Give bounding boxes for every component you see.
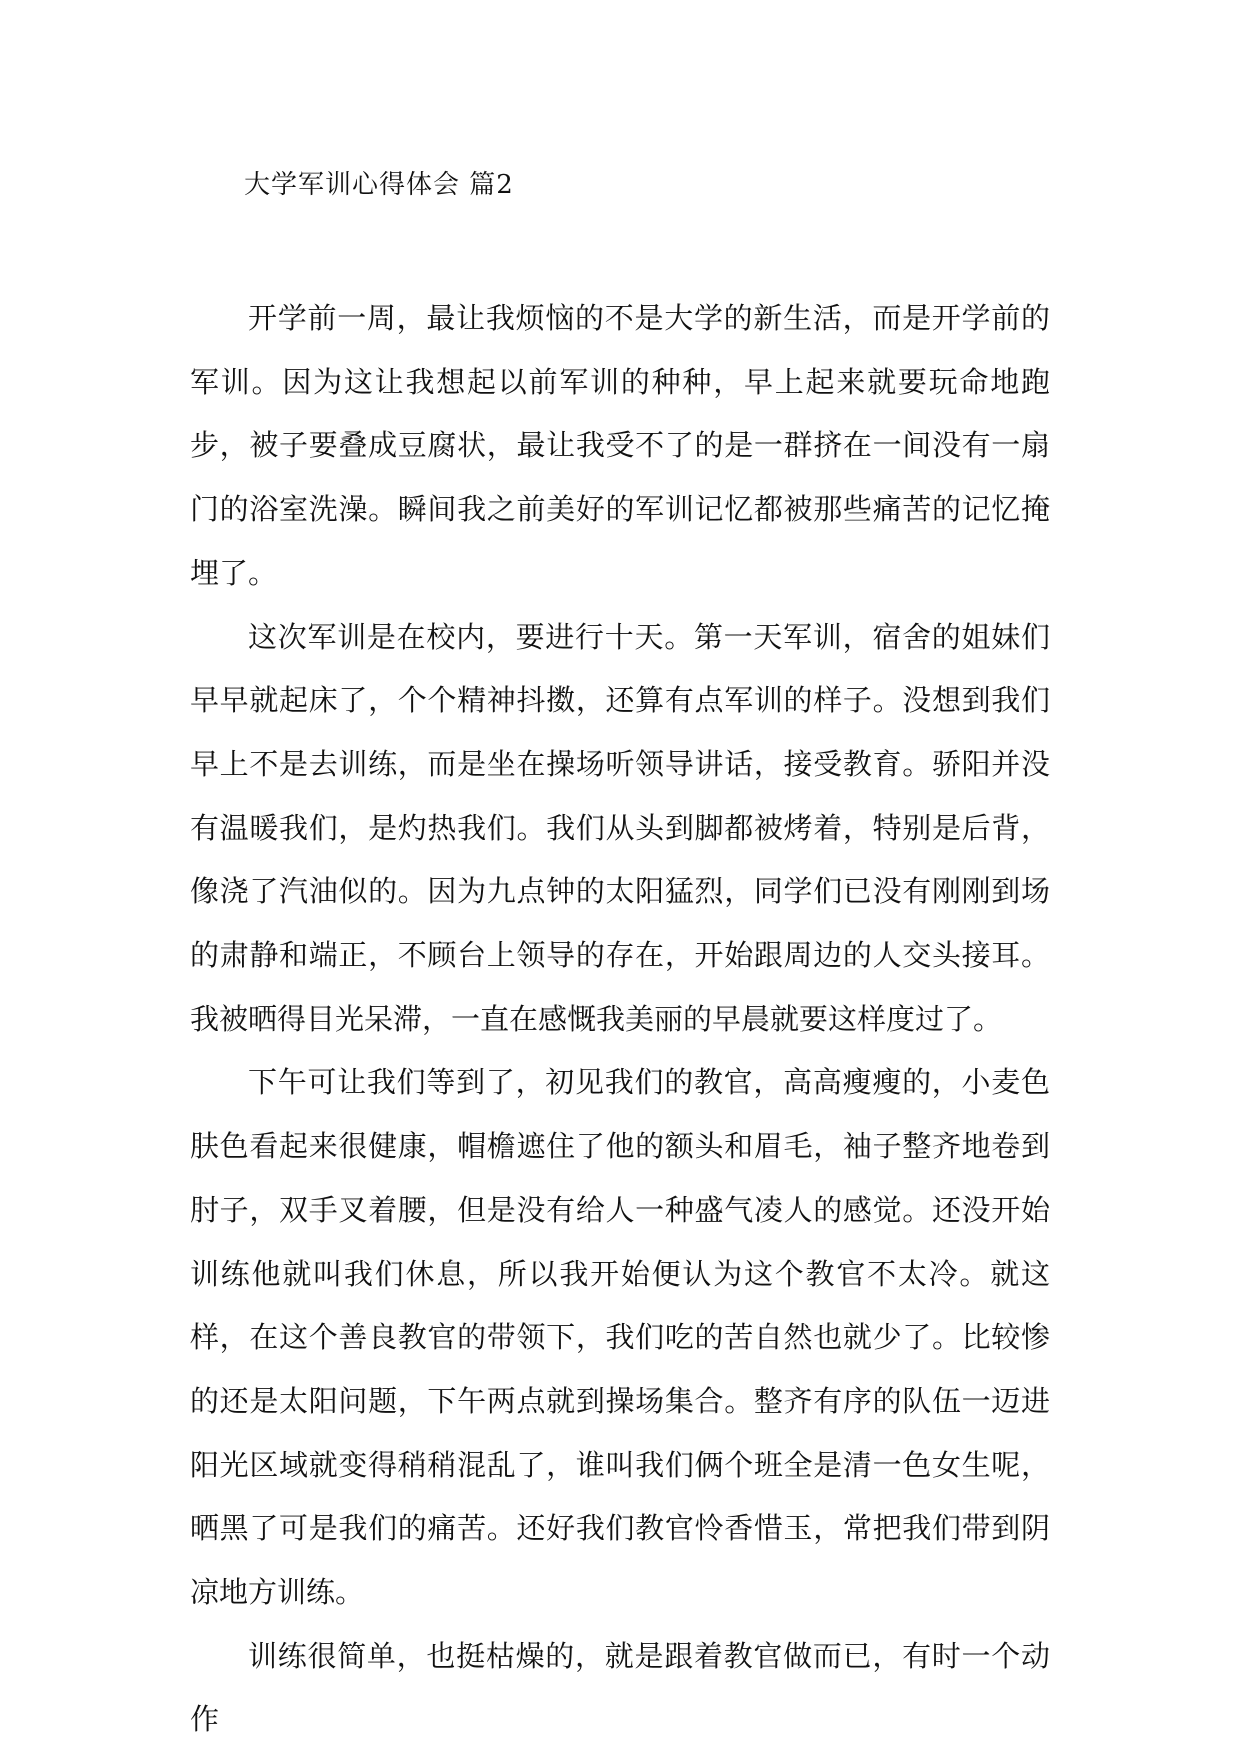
paragraph-4: 训练很简单，也挺枯燥的，就是跟着教官做而已，有时一个动作 xyxy=(190,1638,1050,1737)
document-title: 大学军训心得体会 篇2 xyxy=(244,170,514,200)
paragraph-3: 下午可让我们等到了，初见我们的教官，高高瘦瘦的，小麦色肤色看起来很健康，帽檐遮住了他的额头和眉毛，袖子整齐地卷到肘子，双手叉着腰，但是没有给人一种盛气凌人的感觉。还没开始训练他就叫我们休息，所以我开始便认为这个教官不太冷。就这样，在这个善良教官的带领下，我们吃的苦自然也就少了。比较惨的还是太阳问题，下午两点就到操场集合。整齐有序的队伍一迈进阳光区域就变得稍稍混乱了，谁叫我们俩个班全是清一色女生呢，晒黑了可是我们的痛苦。还好我们教官怜香惜玉，常把我们带到阴凉地方训练。 xyxy=(190,1065,1050,1610)
document-body xyxy=(190,287,1050,1752)
paragraph-1: 开学前一周，最让我烦恼的不是大学的新生活，而是开学前的军训。因为这让我想起以前军训的种种，早上起来就要玩命地跑步，被子要叠成豆腐状，最让我受不了的是一群挤在一间没有一扇门的浴室洗澡。瞬间我之前美好的军训记忆都被那些痛苦的记忆掩埋了。 xyxy=(190,301,1050,590)
paragraph-2: 这次军训是在校内，要进行十天。第一天军训，宿舍的姐妹们早早就起床了，个个精神抖擞，还算有点军训的样子。没想到我们早上不是去训练，而是坐在操场听领导讲话，接受教育。骄阳并没有温暖我们，是灼热我们。我们从头到脚都被烤着，特别是后背，像浇了汽油似的。因为九点钟的太阳猛烈，同学们已没有刚刚到场的肃静和端正，不顾台上领导的存在，开始跟周边的人交头接耳。我被晒得目光呆滞，一直在感慨我美丽的早晨就要这样度过了。 xyxy=(190,619,1050,1036)
